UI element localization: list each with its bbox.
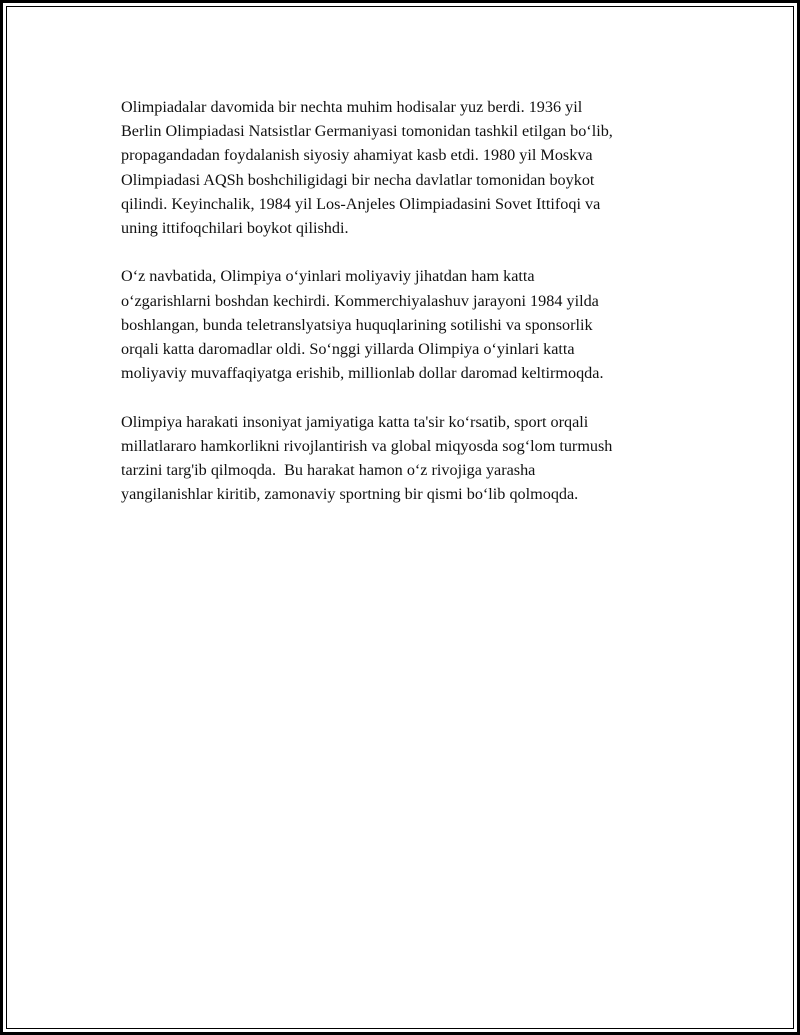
text-line: o‘zgarishlarni boshdan kechirdi. Kommerchiyalashuv jarayoni 1984 yilda xyxy=(121,291,599,310)
text-line: boshlangan, bunda teletranslyatsiya huquqlarining sotilishi va sponsorlik xyxy=(121,315,593,334)
text-line: Olimpiadalar davomida bir nechta muhim hodisalar yuz berdi. 1936 yil xyxy=(121,98,583,116)
text-line: uning ittifoqchilari boykot qilishdi. xyxy=(121,219,349,238)
paragraph-olympic-movement xyxy=(121,410,701,507)
text-line: orqali katta daromadlar oldi. So‘nggi yillarda Olimpiya o‘yinlari katta xyxy=(121,340,575,359)
text-line: millatlararo hamkorlikni rivojlantirish va global miqyosda sog‘lom turmush xyxy=(121,436,613,455)
text-line: moliyaviy muvaffaqiyatga erishib, millionlab dollar daromad keltirmoqda. xyxy=(121,364,604,383)
paragraph-olympic-finances xyxy=(121,264,701,385)
text-line: yangilanishlar kiritib, zamonaviy sportning bir qismi bo‘lib qolmoqda. xyxy=(121,485,579,504)
text-line: qilindi. Keyinchalik, 1984 yil Los-Anjeles Olimpiadasini Sovet Ittifoqi va xyxy=(121,194,601,213)
paragraph-olympic-events xyxy=(121,95,701,240)
text-line: tarzini targ'ib qilmoqda. Bu harakat hamon o‘z rivojiga yarasha xyxy=(121,461,536,480)
document-body xyxy=(121,95,701,531)
text-line: propagandadan foydalanish siyosiy ahamiyat kasb etdi. 1980 yil Moskva xyxy=(121,146,593,165)
text-line: Olimpiya harakati insoniyat jamiyatiga katta ta'sir ko‘rsatib, sport orqali xyxy=(121,412,589,431)
text-line: Berlin Olimpiadasi Natsistlar Germaniyasi tomonidan tashkil etilgan bo‘lib, xyxy=(121,122,613,141)
text-line: Olimpiadasi AQSh boshchiligidagi bir necha davlatlar tomonidan boykot xyxy=(121,170,595,189)
text-line: O‘z navbatida, Olimpiya o‘yinlari moliyaviy jihatdan ham katta xyxy=(121,267,535,286)
